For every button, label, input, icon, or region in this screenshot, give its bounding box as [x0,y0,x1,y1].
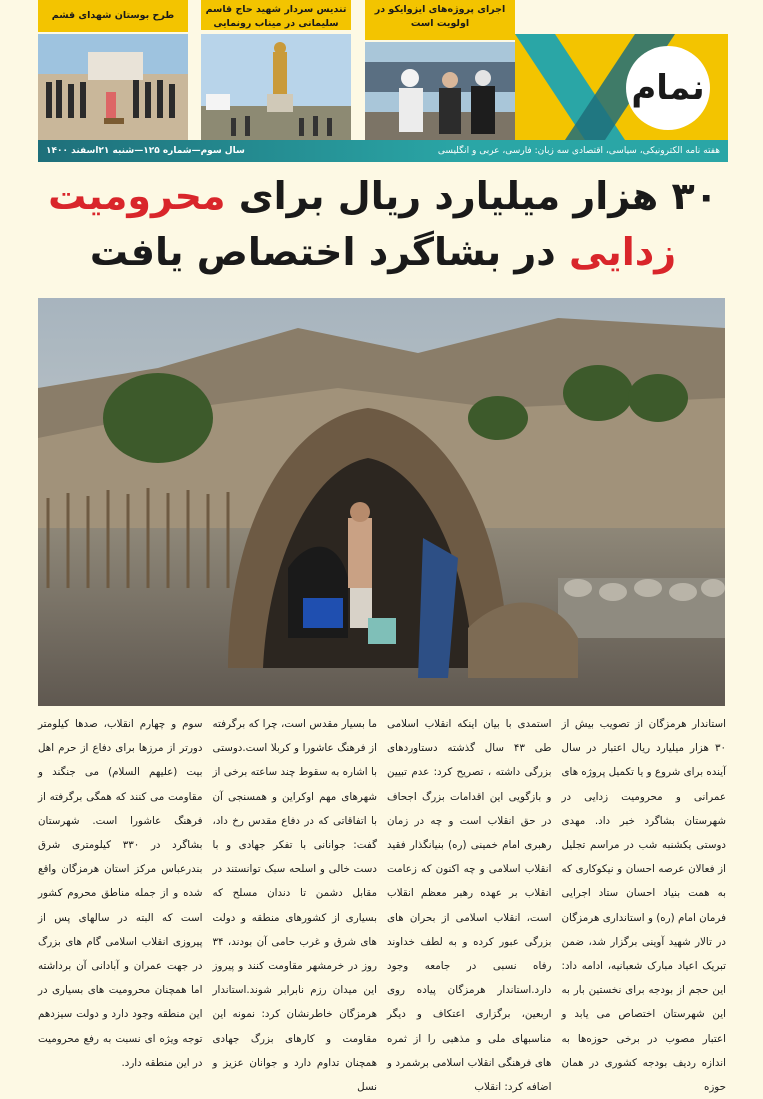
publication-logo[interactable] [515,34,728,140]
logo-wordmark: نمام [631,68,705,108]
logo-circle [626,46,710,130]
masthead-info-bar [38,140,728,162]
officials-photo [365,42,515,140]
news-teaser-caption: اجرای پروژه‌های ایزوایکو در اولویت است [365,0,515,40]
ceremony-photo [38,34,188,140]
article-column-2: استمدی با بیان اینکه انقلاب اسلامی طی ۴۳ سال گذشته دستاوردهای بزرگی داشته ، تصریح کرد: عدم تبیین و بازگویی این اقدامات بزرگ اجحاف در حق انقلاب است و چه در زمان رهبری امام خمینی (ره) بنیانگذار فقید انقلاب اسلامی و چه اکنون که زعامت انقلاب بر عهده رهبر معظم انقلاب است، انقلاب اسلامی از بحران های بزرگی عبور کرده و به لطف خداوند رفاه نسبی در جامعه وجود دارد.استاندار هرمزگان پیاده روی اربعین، برگزاری اعتکاف و دیگر مناسبهای ملی و مذهبی را از ثمره های فرهنگی انقلاب اسلامی برشمرد و اضافه کرد: انقلاب [387,718,552,1094]
masthead-tagline: هفته نامه الکترونیکی، سیاسی، اقتصادی سه زبان: فارسی، عربی و انگلیسی [437,146,720,156]
hut-photo [38,298,725,706]
article-column-1: استاندار هرمزگان از تصویب بیش از ۳۰ هزار میلیارد ریال اعتبار در سال آینده برای شروع و یا تکمیل پروژه های عمرانی و محرومیت زدایی در شهرستان بشاگرد خبر داد. مهدی دوستی یکشنبه شب در مراسم تجلیل از فعالان عرصه احسان و نیکوکاری که به همت بنیاد احسان ستاد اجرایی فرمان امام (ره) و استانداری هرمزگان در تالار شهید آوینی برگزار شد، ضمن تبریک اعیاد مبارک شعبانیه، ادامه داد: این حجم از بودجه برای نخستین بار به این شهرستان اختصاص می یابد و اعتبار مصوب در برخی حوزه‌ها به اندازه ردیف بودجه کشوری در همان حوزه [561,718,726,1094]
statue-photo [201,34,351,140]
news-teaser-qeshm-park[interactable] [38,0,188,140]
news-teaser-caption: تندیس سردار شهید حاج قاسم سلیمانی در میناب رونمایی [201,0,351,30]
page-headline [38,168,728,280]
news-teaser-izoiko-projects[interactable] [365,0,515,140]
masthead [38,0,728,165]
news-teaser-soleimani-statue[interactable] [201,0,351,140]
article-column-3: ما بسیار مقدس است، چرا که برگرفته از فرهنگ عاشورا و کربلا است.دوستی با اشاره به سقوط چند ساعته برخی از شهرهای مهم اوکراین و همسنجی آن با اتفاقاتی که در دفاع مقدس رخ داد، گفت: جوانانی با تفکر جهادی و با دست خالی و اسلحه سبک توانستند در مقابل دشمن تا دندان مسلح که بسیاری از کشورهای منطقه و دولت های شرق و غرب حامی آن بودند، ۳۴ روز در خرمشهر مقاومت کنند و پیروز این میدان رزم نابرابر شوند.استاندار هرمزگان خاطرنشان کرد: نمونه این مقاومت و کارهای بزرگ جهادی همچنان تداوم دارد و جوانان عزیز و نسل [212,718,377,1094]
news-teaser-caption: طرح بوستان شهدای قشم [38,0,188,32]
issue-info: سال سوم—شماره ۱۲۵—شنبه ۲۱اسفند ۱۴۰۰ [46,146,245,156]
headline-part1: ۳۰ هزار میلیارد ریال برای [225,174,718,218]
headline-highlight: محرومیت زدایی [48,174,677,274]
article-body [38,712,726,1094]
article-column-4: سوم و چهارم انقلاب، صدها کیلومتر دورتر از مرزها برای دفاع از حرم اهل بیت (علیهم السلام) می جنگند و مقاومت می کنند که همگی برگرفته از فرهنگ عاشورا است. شهرستان بشاگرد در ۳۳۰ کیلومتری شرق بندرعباس مرکز استان هرمزگان واقع شده و از جمله مناطق محروم کشور است که البته در سالهای پس از پیروزی انقلاب اسلامی گام های بزرگ در جهت عمران و آبادانی آن برداشته اما همچنان محرومیت های بسیاری در این منطقه وجود دارد و دولت سیزدهم توجه ویژه ای نسبت به رفع محرومیت در این منطقه دارد. [38,718,203,1069]
headline-part2: در بشاگرد اختصاص یافت [89,230,569,274]
